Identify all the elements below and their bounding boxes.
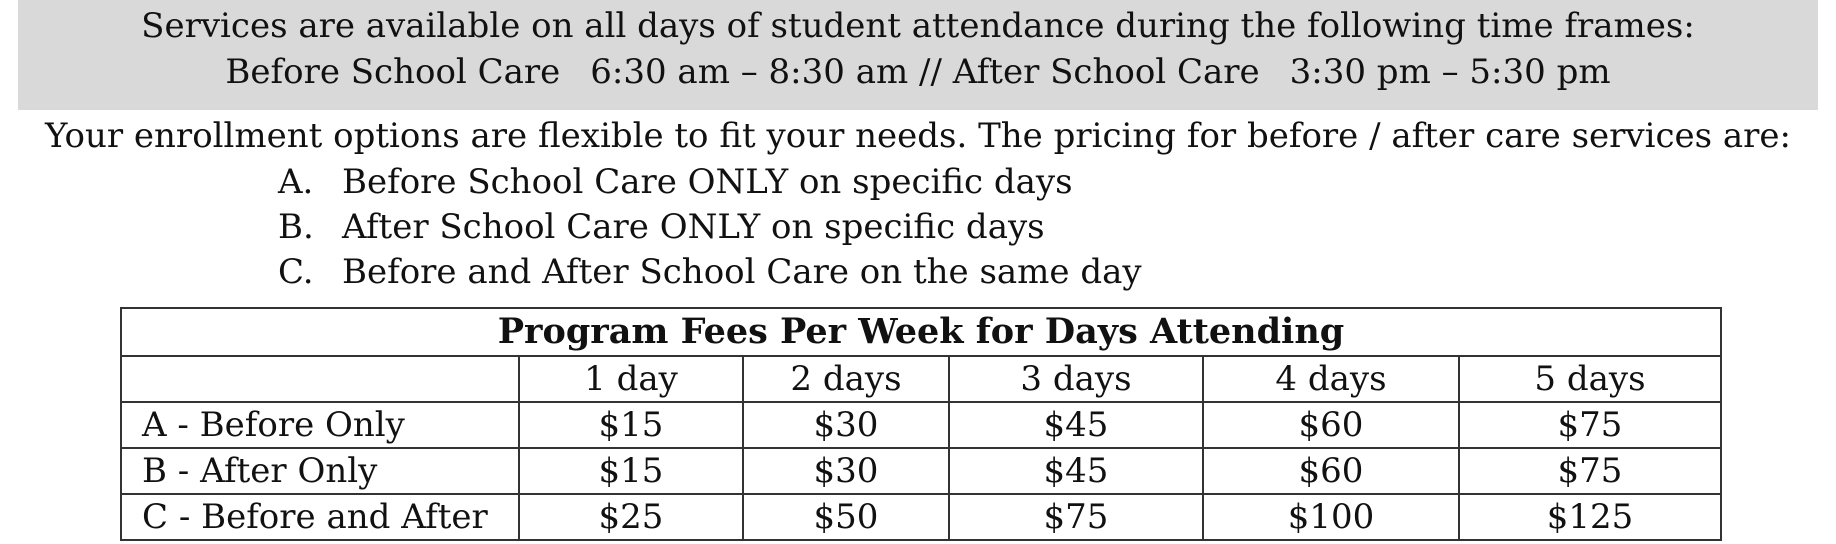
- day-column-header: 5 days: [1459, 356, 1721, 402]
- service-times-line: [18, 50, 1818, 94]
- option-letter: C.: [278, 252, 314, 292]
- before-care-time: 6:30 am – 8:30 am // After School Care: [590, 52, 1260, 92]
- option-letter: A.: [278, 162, 314, 202]
- day-column-header: 4 days: [1203, 356, 1459, 402]
- option-item: [278, 160, 1142, 205]
- fee-cell: $75: [1459, 402, 1721, 448]
- table-title-row: [121, 308, 1721, 356]
- table-row: [121, 402, 1721, 448]
- fee-cell: $75: [1459, 448, 1721, 494]
- fee-cell: $60: [1203, 402, 1459, 448]
- option-item: [278, 205, 1142, 250]
- row-label: A - Before Only: [121, 402, 519, 448]
- fee-cell: $30: [743, 448, 949, 494]
- day-column-header: 3 days: [949, 356, 1203, 402]
- service-hours-banner: [18, 0, 1818, 110]
- table-row: [121, 448, 1721, 494]
- corner-cell: [121, 356, 519, 402]
- fee-cell: $25: [519, 494, 743, 540]
- option-text: Before School Care ONLY on specific days: [342, 162, 1073, 202]
- fee-cell: $45: [949, 448, 1203, 494]
- fee-cell: $125: [1459, 494, 1721, 540]
- fee-cell: $50: [743, 494, 949, 540]
- service-availability-text: Services are available on all days of student attendance during the following time frames:: [141, 6, 1695, 46]
- fee-cell: $60: [1203, 448, 1459, 494]
- before-care-label: Before School Care: [225, 52, 561, 92]
- table-row: [121, 494, 1721, 540]
- day-column-header: 2 days: [743, 356, 949, 402]
- option-text: After School Care ONLY on specific days: [342, 207, 1045, 247]
- option-letter: B.: [278, 207, 314, 247]
- program-fees-table: [120, 307, 1722, 541]
- enrollment-options-list: [278, 160, 1142, 295]
- day-column-header: 1 day: [519, 356, 743, 402]
- row-label: C - Before and After: [121, 494, 519, 540]
- option-item: [278, 250, 1142, 295]
- fee-cell: $15: [519, 448, 743, 494]
- table-header-row: [121, 356, 1721, 402]
- fee-cell: $30: [743, 402, 949, 448]
- row-label: B - After Only: [121, 448, 519, 494]
- fee-cell: $15: [519, 402, 743, 448]
- after-care-time: 3:30 pm – 5:30 pm: [1289, 52, 1611, 92]
- table-title: Program Fees Per Week for Days Attending: [121, 308, 1721, 356]
- enrollment-intro-text: Your enrollment options are flexible to fit your needs. The pricing for before / after care services are:: [45, 116, 1791, 156]
- fee-cell: $45: [949, 402, 1203, 448]
- fee-cell: $75: [949, 494, 1203, 540]
- option-text: Before and After School Care on the same day: [342, 252, 1142, 292]
- fee-cell: $100: [1203, 494, 1459, 540]
